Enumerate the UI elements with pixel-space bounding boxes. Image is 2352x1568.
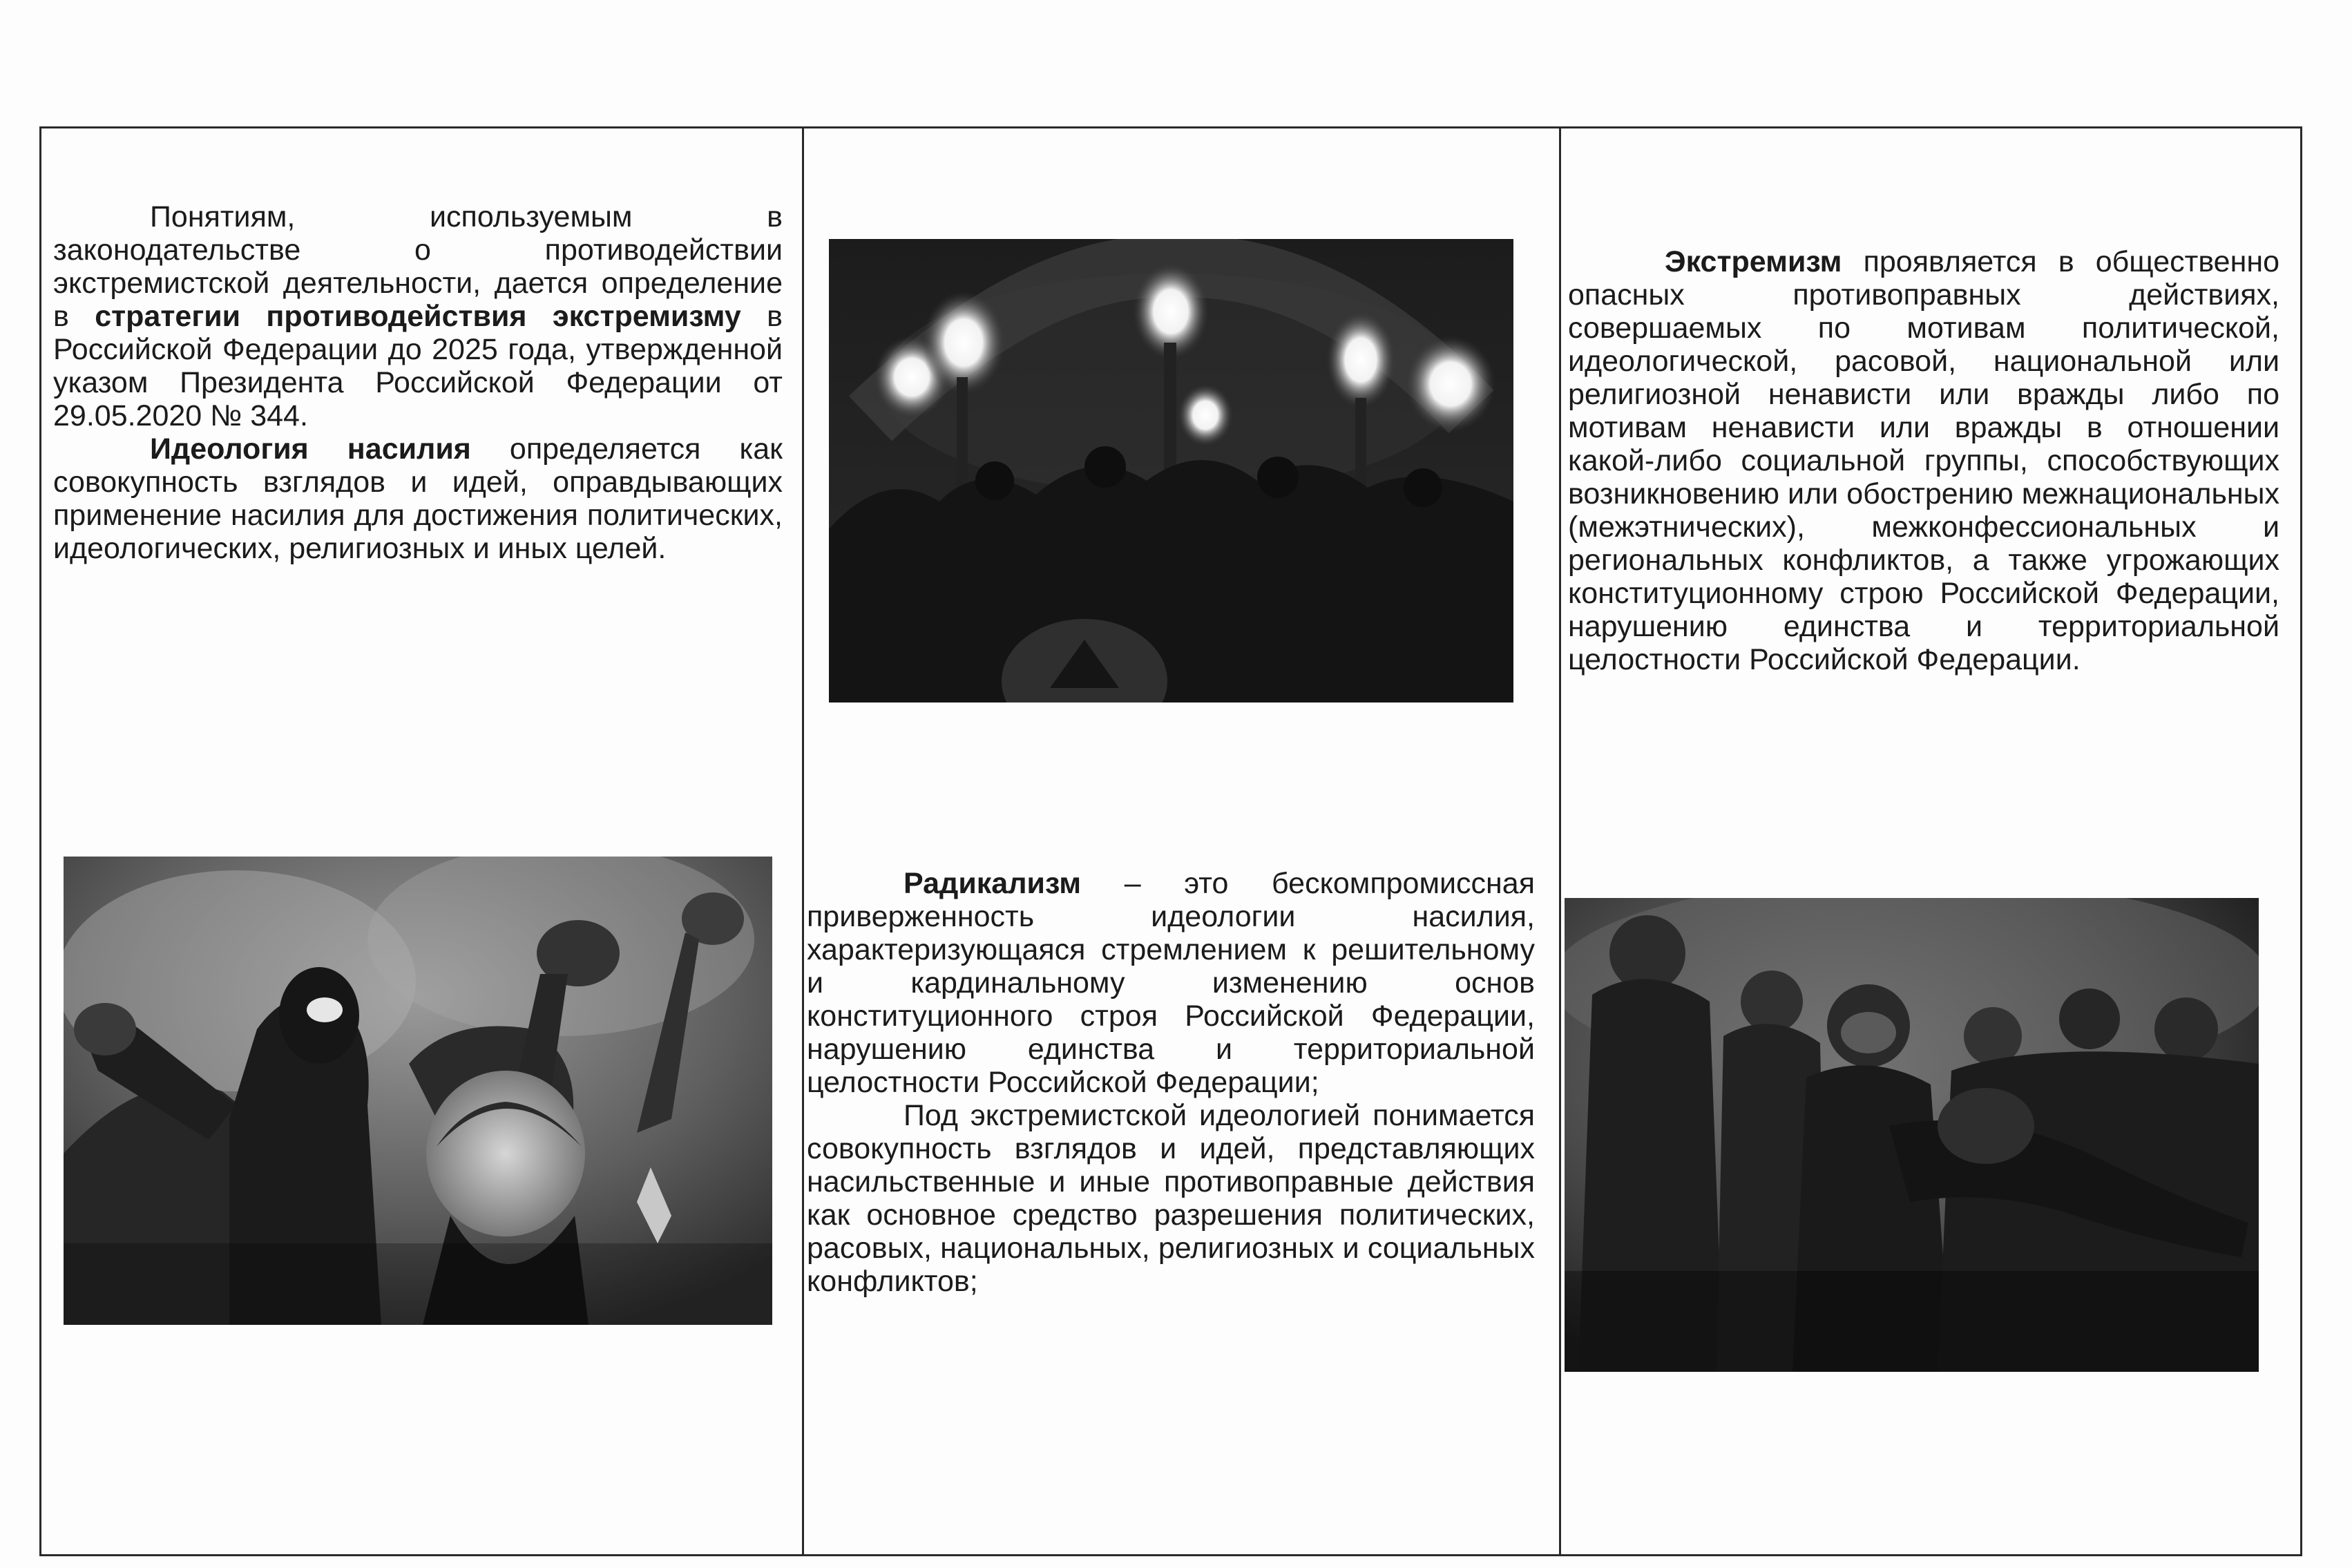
- column-divider-1: [802, 126, 804, 1556]
- masked-crowd-photo: [1565, 898, 2259, 1372]
- col2-text: [807, 867, 1535, 1298]
- col1-paragraph-1: Понятиям, используемым в законодательстве о противодействии экстремистской деятельности, дается определение в стратегии противодействия экстремизму в Российской Федерации до 2025 года, утвержденной указом Президента Российской Федерации от 29.05.2020 № 344.: [53, 200, 783, 432]
- smoke-fists-photo: [64, 857, 772, 1325]
- col1-text: [53, 200, 783, 565]
- col3-text: [1568, 245, 2279, 676]
- torch-crowd-image: [829, 239, 1513, 702]
- masked-crowd-image: [1565, 898, 2259, 1372]
- col1-paragraph-2: Идеология насилия определяется как совокупность взглядов и идей, оправдывающих применение насилия для достижения политических, идеологических, религиозных и иных целей.: [53, 432, 783, 565]
- column-divider-2: [1559, 126, 1561, 1556]
- violence-ideology-term: Идеология насилия: [150, 432, 471, 466]
- torch-crowd-photo: [829, 239, 1513, 702]
- col2-paragraph-2: Под экстремистской идеологией понимается совокупность взглядов и идей, представляющих насильственные и иные противоправные действия как основное средство разрешения политических, расовых, национальных, религиозных и социальных конфликтов;: [807, 1099, 1535, 1298]
- col3-paragraph-1: Экстремизм проявляется в общественно опасных противоправных действиях, совершаемых по мотивам политической, идеологической, расовой, национальной или религиозной ненависти или вражды либо по мотивам ненависти или вражды в отношении какой-либо социальной группы, способствующих возникновению или обострению межнациональных (межэтнических), межконфессиональных и региональных конфликтов, а также угрожающих конституционному строю Российской Федерации, нарушению единства и территориальной целостности Российской Федерации.: [1568, 245, 2279, 676]
- strategy-term: стратегии противодействия экстремизму: [95, 300, 741, 333]
- col2-paragraph-1: Радикализм – это бескомпромиссная приверженность идеологии насилия, характеризующаяся стремлением к решительному и кардинальному изменению основ конституционного строя Российской Федерации, нарушению единства и территориальной целостности Российской Федерации;: [807, 867, 1535, 1099]
- smoke-fists-image: [64, 857, 772, 1325]
- radicalism-term: Радикализм: [903, 867, 1082, 900]
- extremism-term: Экстремизм: [1665, 245, 1842, 278]
